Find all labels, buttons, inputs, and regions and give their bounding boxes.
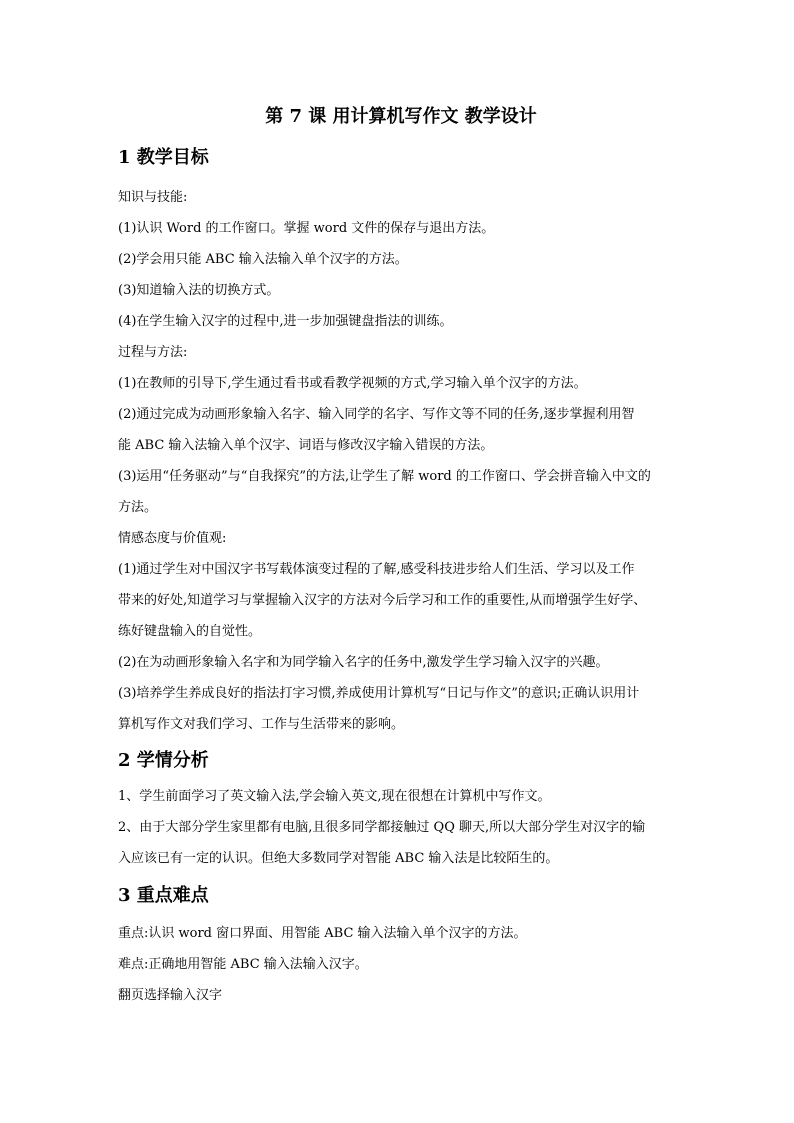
paragraph-line: 算机写作文对我们学习、工作与生活带来的影响。 (118, 717, 405, 732)
paragraph-line: 练好键盘输入的自觉性。 (118, 624, 262, 639)
section-key-difficulties (118, 884, 684, 1011)
paragraph-line: 翻页选择输入汉字 (118, 988, 223, 1003)
paragraph-line: (2)通过完成为动画形象输入名字、输入同学的名字、写作文等不同的任务,逐步掌握利用智 (118, 407, 635, 422)
subheading-emotion: 情感态度与价值观: (118, 531, 227, 546)
document-title: 第 7 课 用计算机写作文 教学设计 (265, 106, 537, 127)
paragraph-line: 1、学生前面学习了英文输入法,学会输入英文,现在很想在计算机中写作文。 (118, 789, 551, 804)
paragraph-line: (1)认识 Word 的工作窗口。掌握 word 文件的保存与退出方法。 (118, 221, 495, 236)
paragraph-line: 入应该已有一定的认识。但绝大多数同学对智能 ABC 输入法是比较陌生的。 (118, 851, 559, 866)
section-heading: 2 学情分析 (118, 750, 209, 771)
paragraph-line: (3)运用“任务驱动”与“自我探究”的方法,让学生了解 word 的工作窗口、学会拼音输入中文的 (118, 469, 651, 484)
paragraph-line: 方法。 (118, 500, 158, 515)
paragraph-line: (2)学会用只能 ABC 输入法输入单个汉字的方法。 (118, 252, 408, 267)
paragraph-line: (4)在学生输入汉字的过程中,进一步加强键盘指法的训练。 (118, 314, 453, 329)
paragraph-line: (1)通过学生对中国汉字书写载体演变过程的了解,感受科技进步给人们生活、学习以及工作 (118, 562, 635, 577)
subheading-process: 过程与方法: (118, 345, 188, 360)
paragraph-line: 难点:正确地用智能 ABC 输入法输入汉字。 (118, 957, 368, 972)
paragraph-line: 重点:认识 word 窗口界面、用智能 ABC 输入法输入单个汉字的方法。 (118, 926, 527, 941)
subheading-knowledge: 知识与技能: (118, 190, 188, 205)
section-learner-analysis (118, 749, 684, 874)
paragraph-line: (1)在教师的引导下,学生通过看书或看教学视频的方式,学习输入单个汉字的方法。 (118, 376, 587, 391)
paragraph-line: 2、由于大部分学生家里都有电脑,且很多同学都接触过 QQ 聊天,所以大部分学生对汉字的输 (118, 820, 646, 835)
paragraph-line: (2)在为动画形象输入名字和为同学输入名字的任务中,激发学生学习输入汉字的兴趣。 (118, 655, 609, 670)
paragraph-line: (3)培养学生养成良好的指法打字习惯,养成使用计算机写“日记与作文”的意识;正确认识用计 (118, 686, 640, 701)
section-heading: 1 教学目标 (118, 147, 209, 168)
paragraph-line: 能 ABC 输入法输入单个汉字、词语与修改汉字输入错误的方法。 (118, 438, 494, 453)
paragraph-line: 带来的好处,知道学习与掌握输入汉字的方法对今后学习和工作的重要性,从而增强学生好学、 (118, 593, 647, 608)
paragraph-line: (3)知道输入法的切换方式。 (118, 283, 280, 298)
section-teaching-goals (118, 146, 684, 740)
section-heading: 3 重点难点 (118, 885, 209, 906)
